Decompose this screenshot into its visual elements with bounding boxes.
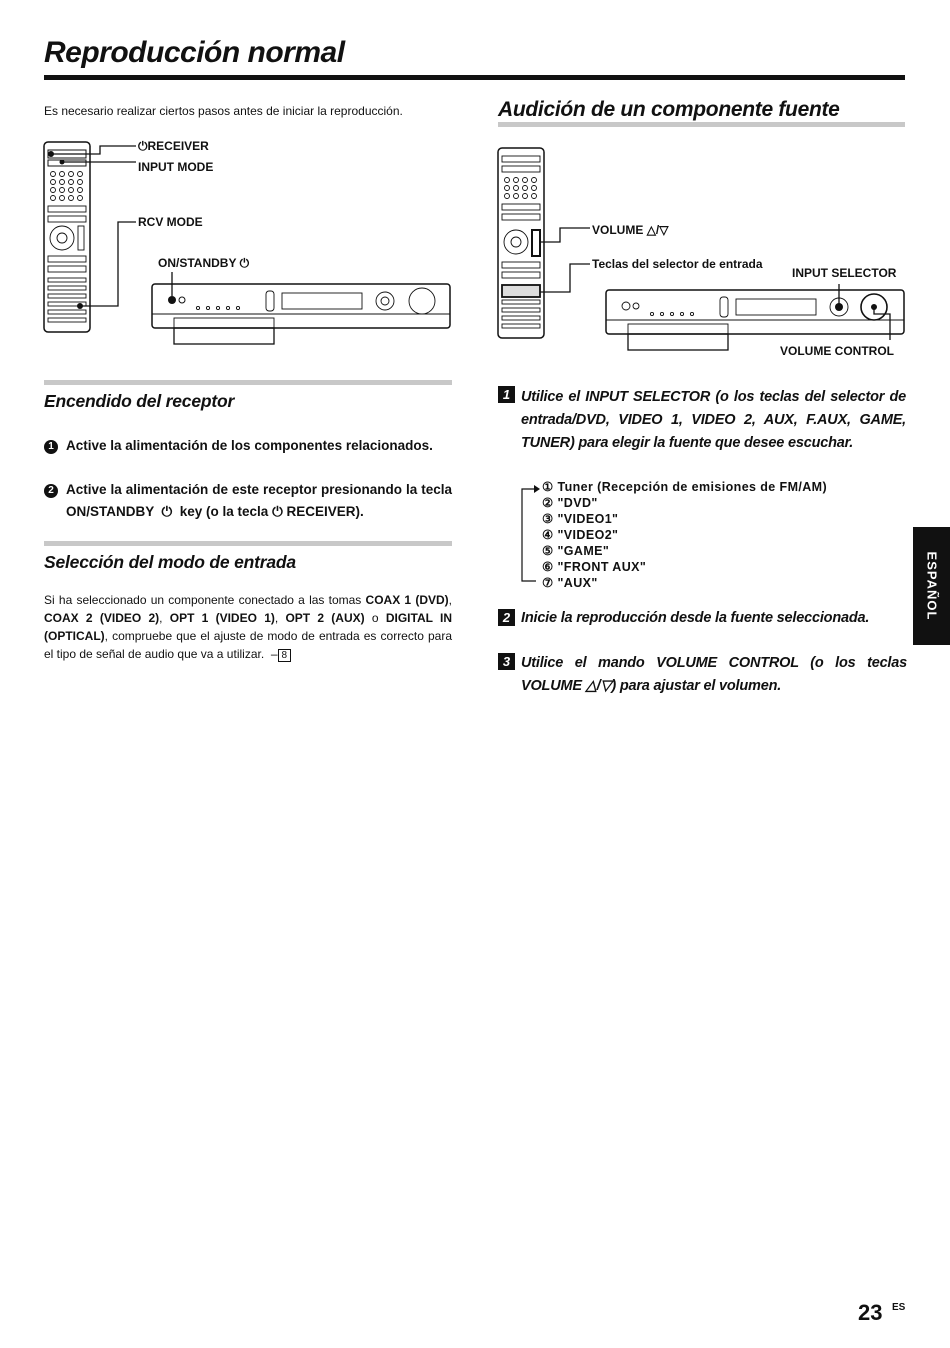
section-title-power: Encendido del receptor bbox=[44, 391, 235, 411]
power-icon: ⏻ bbox=[272, 504, 283, 519]
step-number: 3 bbox=[498, 653, 515, 670]
page-title: Reproducción normal bbox=[44, 36, 345, 69]
receiver-illustration bbox=[606, 290, 904, 350]
step-text: Active la alimentación de este receptor presionando la tecla ON/STANDBY ⏻ key (o la tecla ⏻ RECEIVER). bbox=[66, 482, 452, 519]
step-number: 2 bbox=[498, 609, 515, 626]
right-figure bbox=[494, 142, 908, 364]
receiver-label: ⏻RECEIVER bbox=[138, 139, 209, 153]
section-rule bbox=[498, 122, 905, 127]
intro-text: Es necesario realizar ciertos pasos antes de iniciar la reproducción. bbox=[44, 104, 403, 118]
list-item: ① Tuner (Recepción de emisiones de FM/AM) bbox=[542, 480, 828, 494]
step-number: 2 bbox=[44, 484, 58, 498]
remote-control-illustration bbox=[498, 148, 544, 338]
input-mode-label: INPUT MODE bbox=[138, 160, 214, 174]
page-language-suffix: ES bbox=[892, 1302, 906, 1313]
step-number: 1 bbox=[498, 386, 515, 403]
list-item: ⑥ "FRONT AUX" bbox=[542, 560, 647, 574]
power-icon: ⏻ bbox=[138, 139, 148, 153]
title-rule bbox=[44, 75, 905, 80]
power-icon: ⏻ bbox=[157, 504, 176, 519]
selector-keys-label: Teclas del selector de entrada bbox=[592, 257, 763, 271]
page-reference[interactable]: – 8 bbox=[271, 647, 291, 661]
left-figure bbox=[40, 136, 460, 348]
section-rule bbox=[44, 541, 452, 546]
section-title-input-mode: Selección del modo de entrada bbox=[44, 552, 296, 572]
book-icon: 8 bbox=[278, 649, 292, 662]
volume-control-label: VOLUME CONTROL bbox=[780, 344, 894, 358]
list-item: ③ "VIDEO1" bbox=[542, 512, 619, 526]
input-selector-label: INPUT SELECTOR bbox=[792, 266, 897, 280]
section-title-listen: Audición de un componente fuente bbox=[498, 98, 840, 121]
input-mode-paragraph: Si ha seleccionado un componente conectado a las tomas COAX 1 (DVD), COAX 2 (VIDEO 2), OPT 1 (VIDEO 1), OPT 2 (AUX) o DIGITAL IN (OPTICAL), compruebe que el ajuste de modo de entrada es correcto para el tipo de señal de audio que va a utilizar. – 8 bbox=[44, 593, 452, 661]
list-item: ⑦ "AUX" bbox=[542, 576, 598, 590]
step-number: 1 bbox=[44, 440, 58, 454]
on-standby-label: ON/STANDBY ⏻ bbox=[158, 256, 250, 270]
receiver-illustration bbox=[152, 284, 450, 344]
source-list bbox=[542, 479, 827, 591]
page-number: 23 bbox=[858, 1300, 883, 1325]
language-tab: ESPAÑOL bbox=[913, 527, 950, 645]
step-text: Utilice el mando VOLUME CONTROL (o los teclas VOLUME △/▽) para ajustar el volumen. bbox=[521, 655, 907, 694]
loop-arrow bbox=[518, 483, 542, 587]
volume-label: VOLUME △/▽ bbox=[592, 223, 669, 237]
rcv-mode-label: RCV MODE bbox=[138, 215, 203, 229]
volume-up-down-icon: △/▽ bbox=[646, 223, 669, 237]
list-item: ④ "VIDEO2" bbox=[542, 528, 619, 542]
list-item: ⑤ "GAME" bbox=[542, 544, 610, 558]
remote-control-illustration bbox=[44, 142, 90, 332]
step-text: Utilice el INPUT SELECTOR (o los teclas del selector de entrada/DVD, VIDEO 1, VIDEO 2, AUX, F.AUX, GAME, TUNER) para elegir la fuente que desee escuchar. bbox=[521, 389, 906, 451]
step-text: Inicie la reproducción desde la fuente seleccionada. bbox=[521, 610, 870, 626]
step-text: Active la alimentación de los componentes relacionados. bbox=[66, 438, 433, 453]
power-icon: ⏻ bbox=[239, 256, 250, 270]
section-rule bbox=[44, 380, 452, 385]
list-item: ② "DVD" bbox=[542, 496, 598, 510]
